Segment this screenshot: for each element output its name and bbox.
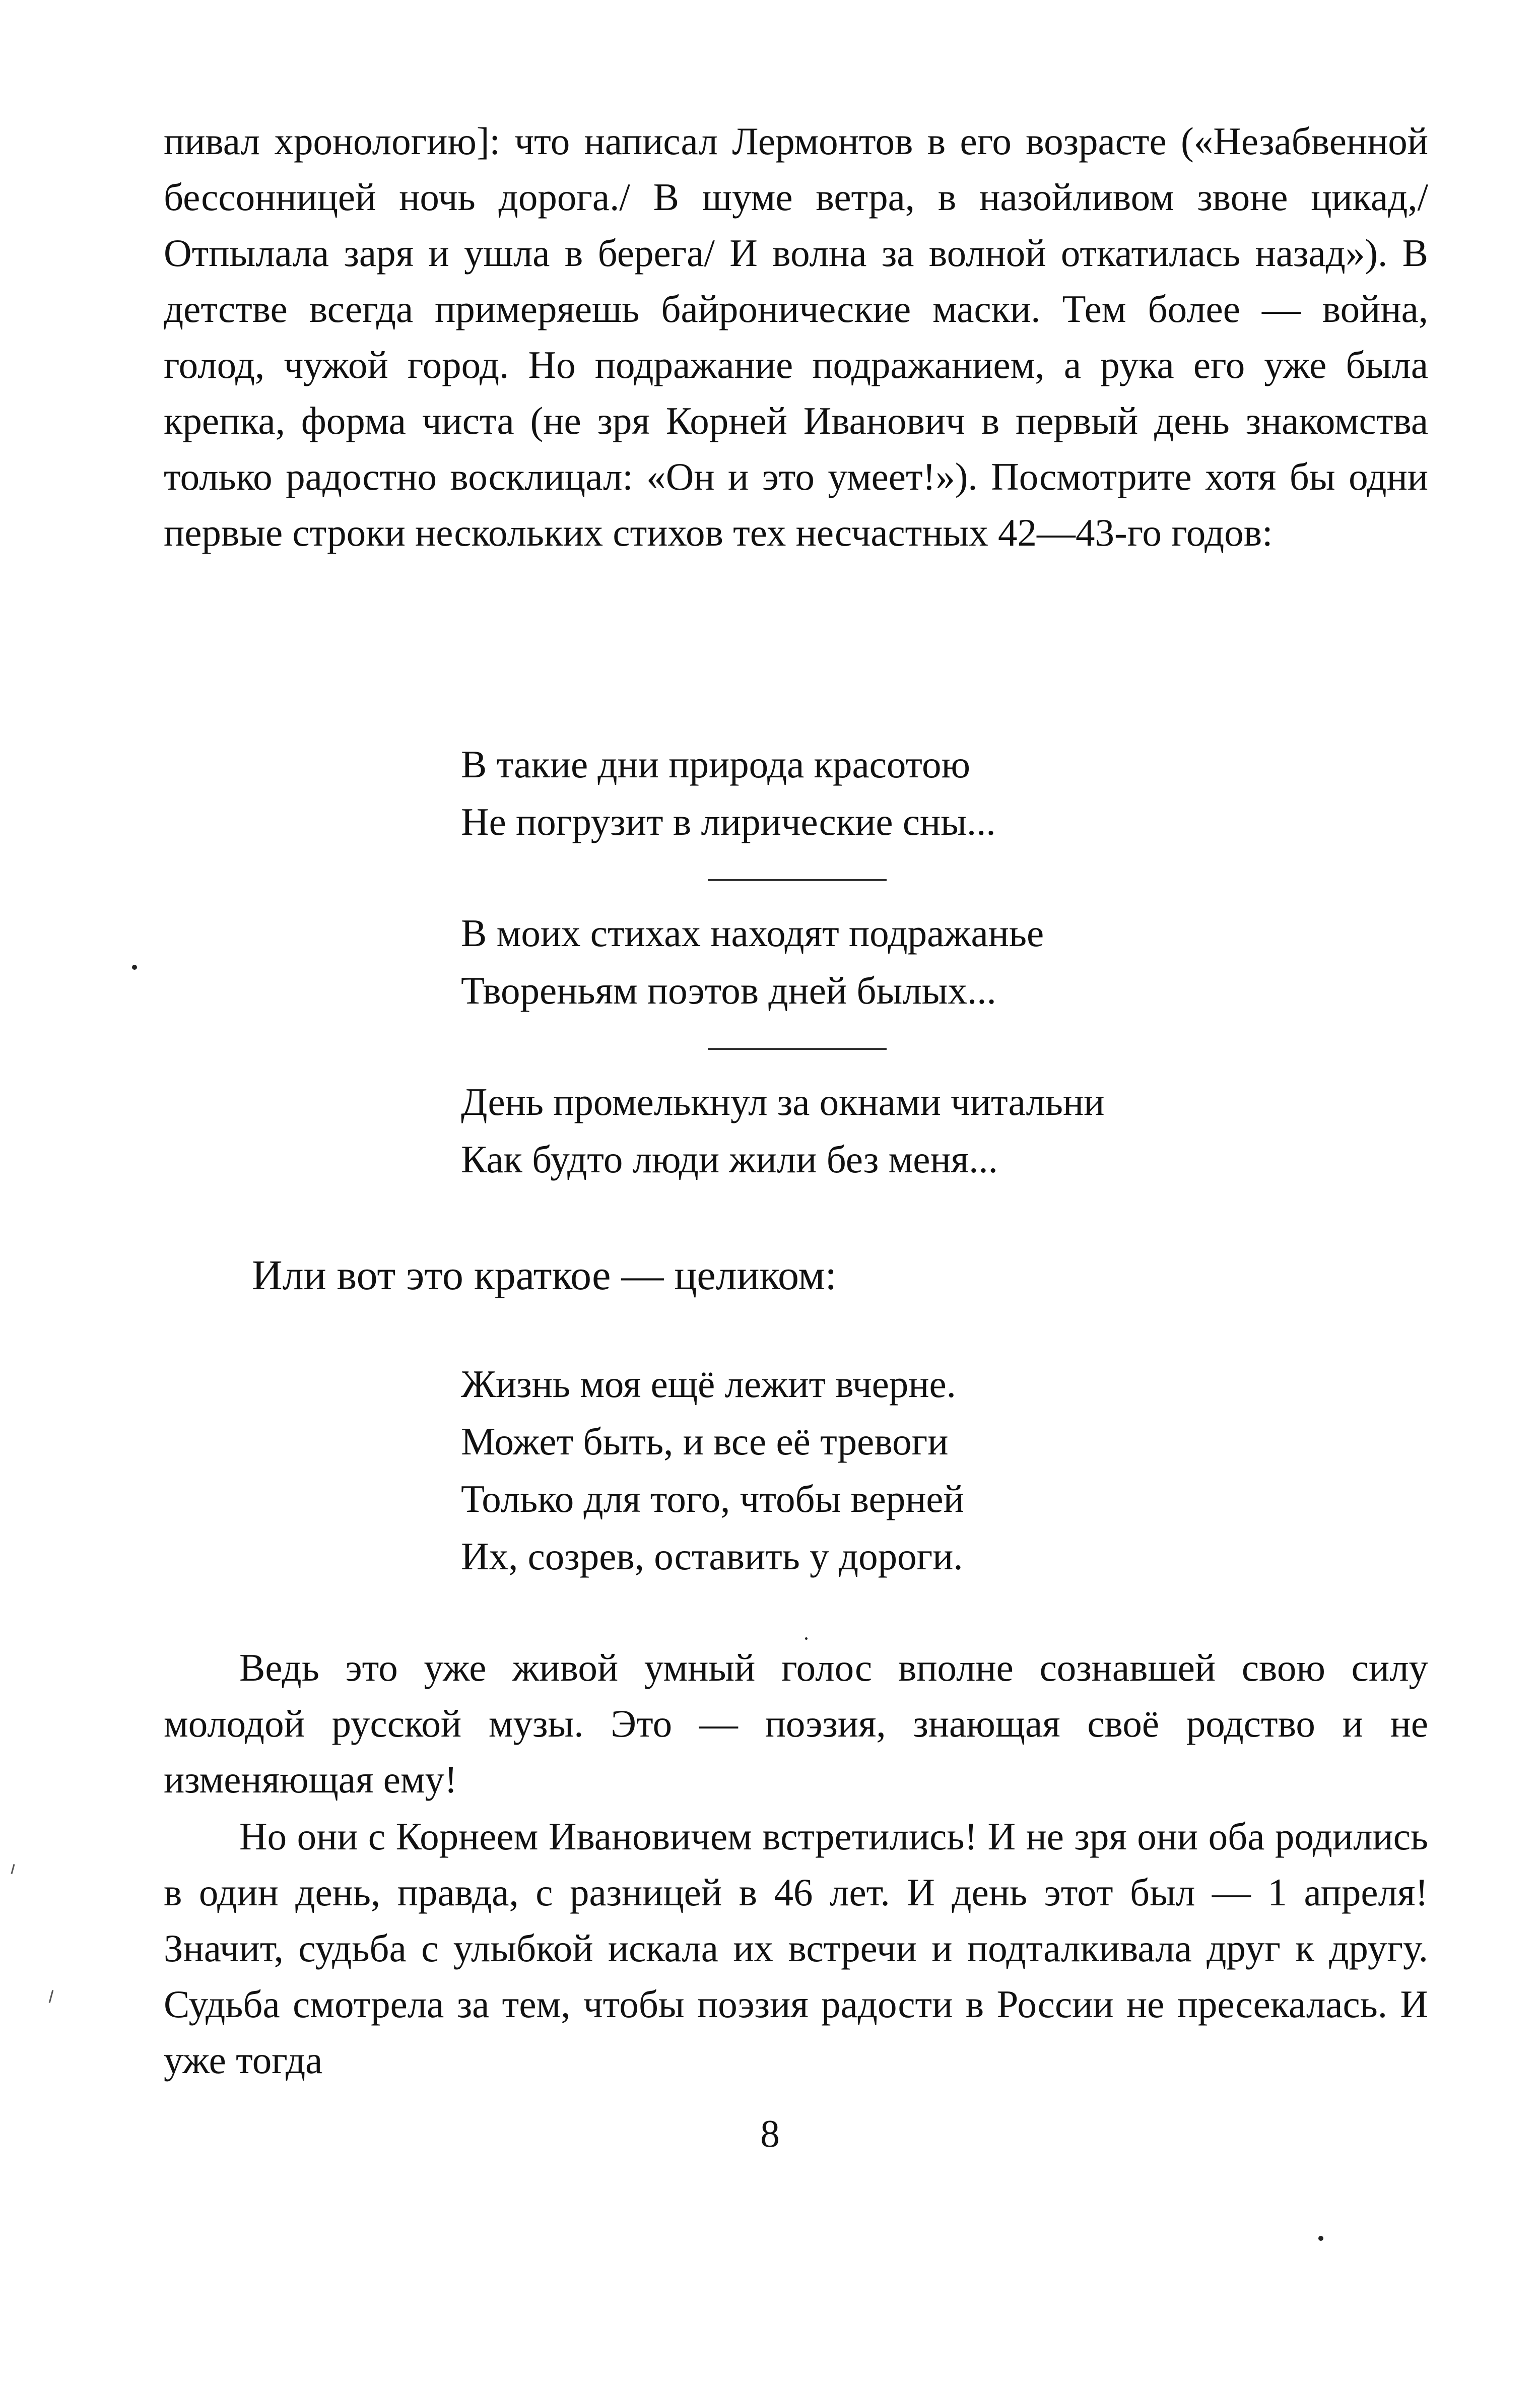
verse-line: Только для того, чтобы верней (461, 1477, 964, 1520)
paragraph-text: пивал хронологию]: что написал Лермонтов в его возрасте («Незабвенной бессонницей ночь дорога./ В шуме ветра, в назойливом звоне цикад,/ Отпылала заря и ушла в берега/ И волна за волной откатилась назад»). В детстве всегда примеряешь байронические маски. Тем более — война, голод, чужой город. Но подражание подражанием, а рука его уже была крепка, форма чиста (не зря Корней Иванович в первый день знакомства только радостно восклицал: «Он и это умеет!»). Посмотрите хотя бы одни первые строки нескольких стихов тех несчастных 42—43-го годов: (164, 119, 1428, 554)
scan-speck (132, 965, 137, 970)
paragraph-text: Но они с Корнеем Ивановичем встретились! И не зря они оба родились в один день, правда, с разницей в 46 лет. И день этот был — 1 апреля! Значит, судьба с улыбкой искала их встречи и подталкивала друг к другу. Судьба смотрела за тем, чтобы поэзия радости в России не пресекалась. И уже тогда (164, 1815, 1428, 2082)
body-paragraph-1 (164, 113, 1428, 561)
verse-line: Их, созрев, оставить у дороги. (461, 1535, 963, 1578)
verse-line: День промелькнул за окнами читальни (461, 1080, 1105, 1123)
poem-stanza-4 (461, 1355, 1418, 1585)
page-number: 8 (760, 2112, 780, 2155)
verse-line: В моих стихах находят подражанье (461, 911, 1044, 955)
scan-mark (11, 1864, 15, 1874)
verse-line: Не погрузит в лирические сны... (461, 800, 996, 843)
verse-line: Как будто люди жили без меня... (461, 1138, 998, 1181)
poem-intro-line: Или вот это краткое — целиком: (252, 1252, 837, 1299)
verse-line: Твореньям поэтов дней былых... (461, 969, 996, 1012)
body-paragraph-3 (164, 1809, 1428, 2088)
poem-stanza-2 (461, 904, 1418, 1019)
paragraph-text: Ведь это уже живой умный голос вполне сознавшей свою силу молодой русской музы. Это — поэзия, знающая своё родство и не изменяющая ему! (164, 1646, 1428, 1801)
stanza-separator (708, 879, 887, 881)
poem-stanza-3 (461, 1073, 1418, 1188)
scan-mark (49, 1990, 54, 2003)
verse-line: В такие дни природа красотою (461, 743, 970, 786)
verse-line: Может быть, и все её тревоги (461, 1420, 949, 1463)
body-paragraph-2 (164, 1640, 1428, 1808)
scan-speck (1318, 2236, 1323, 2241)
verse-line: Жизнь моя ещё лежит вчерне. (461, 1362, 956, 1406)
poem-stanza-1 (461, 736, 1418, 850)
stanza-separator (708, 1048, 887, 1050)
scan-speck (805, 1637, 808, 1640)
